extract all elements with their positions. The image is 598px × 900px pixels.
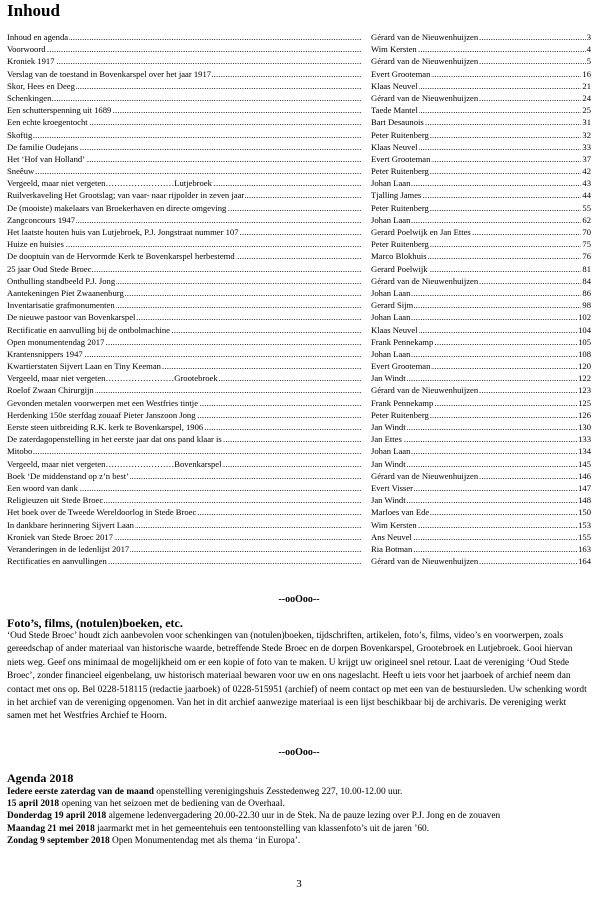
toc-entry-title (7, 324, 362, 336)
toc-entry-title-text: Mitobo (7, 446, 33, 457)
toc-entry-title-text: Het ‘Hof van Holland’ (7, 153, 86, 164)
toc-entry-author (371, 238, 591, 250)
toc-entry-title-text: Onthulling standbeeld P.J. Jong (7, 275, 116, 286)
toc-entry-title-text: Een woord van dank (7, 482, 78, 493)
table-of-contents (7, 31, 591, 567)
toc-entry-author-text: Wim Kersten (371, 519, 417, 530)
toc-entry-author (371, 153, 591, 165)
toc-entry-page: 98 (582, 300, 591, 311)
toc-row (7, 189, 591, 201)
toc-row (7, 482, 591, 494)
toc-row (7, 531, 591, 543)
toc-row (7, 92, 591, 104)
toc-entry-author (371, 80, 591, 92)
toc-entry-author (371, 116, 591, 128)
toc-entry-author-text: Gérard van de Nieuwenhuijzen (371, 92, 479, 103)
toc-entry-title (7, 543, 362, 555)
toc-entry-author-text: Johan Laan (371, 312, 411, 323)
toc-entry-author-text: Peter Ruitenberg (371, 239, 429, 250)
toc-entry-title-text: De nieuwe pastoor van Bovenkarspel (7, 312, 136, 323)
toc-entry-page: 42 (582, 166, 591, 177)
toc-row (7, 299, 591, 311)
toc-row (7, 397, 591, 409)
toc-entry-author (371, 360, 591, 372)
toc-entry-page: 76 (582, 251, 591, 262)
toc-entry-title (7, 506, 362, 518)
toc-entry-page: 24 (582, 92, 591, 103)
toc-entry-title (7, 263, 362, 275)
toc-entry-title-text: Open monumentendag 2017 (7, 336, 105, 347)
toc-entry-title (7, 519, 362, 531)
toc-entry-page: 155 (578, 531, 591, 542)
toc-entry-title-text: Een schutterspenning uit 1689 (7, 105, 112, 116)
toc-row (7, 68, 591, 80)
toc-entry-author (371, 397, 591, 409)
toc-entry-author-text: Gérard van de Nieuwenhuijzen (371, 32, 479, 42)
toc-entry-author-text: Frank Pennekamp (371, 336, 434, 347)
toc-entry-page: 70 (582, 227, 591, 237)
separator-2: --ooOoo-- (278, 747, 320, 758)
toc-row (7, 470, 591, 482)
toc-entry-title (7, 372, 362, 384)
toc-entry-author-text: Jan Windt (371, 422, 406, 432)
toc-entry-title-text: Inventarisatie grafmonumenten (7, 300, 115, 311)
toc-entry-author (371, 555, 591, 567)
toc-entry-title-text: 25 jaar Oud Stede Broec (7, 263, 92, 274)
toc-entry-author-text: Gérard van de Nieuwenhuijzen (371, 56, 479, 67)
toc-entry-author (371, 129, 591, 141)
toc-entry-title-text: Vergeeld, maar niet vergeten……………………Lutjebroek (7, 178, 212, 189)
agenda-item-text: opening van het seizoen met de bediening van de Overhaal. (59, 799, 285, 810)
toc-entry-author (371, 336, 591, 348)
toc-entry-author-text: Peter Ruitenberg (371, 166, 429, 177)
toc-entry-title-text: Sneêuw (7, 166, 35, 177)
toc-entry-author-text: Johan Laan (371, 446, 411, 457)
toc-entry-title (7, 177, 362, 189)
toc-entry-page: 108 (578, 348, 591, 359)
agenda-item-text: algemene ledenvergadering 20.00-22.30 uur in de Stek. Na de pauze lezing over P.J. Jong en de zouaven (106, 811, 501, 822)
toc-entry-title-text: Het boek over de Tweede Wereldoorlog in Stede Broec (7, 507, 197, 518)
agenda-item (7, 823, 591, 835)
toc-entry-title-text: Vergeeld, maar niet vergeten……………………Bovenkarspel (7, 458, 222, 469)
toc-entry-title (7, 275, 362, 287)
toc-entry-title-text: Een echte kroegentocht (7, 117, 88, 128)
toc-entry-title-text: Skoftig (7, 129, 33, 140)
agenda-item (7, 835, 591, 847)
toc-entry-author-text: Klaas Neuvel (371, 80, 418, 91)
toc-entry-author-text: Jan Windt (371, 373, 406, 384)
toc-entry-author (371, 287, 591, 299)
toc-entry-page: 130 (578, 422, 591, 432)
toc-entry-title-text: Voorwoord (7, 44, 46, 55)
toc-entry-title (7, 336, 362, 348)
toc-entry-title-text: Rectificaties en aanvullingen (7, 556, 107, 567)
toc-entry-page: 125 (578, 397, 591, 408)
toc-row (7, 543, 591, 555)
toc-entry-author (371, 409, 591, 421)
toc-entry-author (371, 250, 591, 262)
toc-entry-title-text: Inhoud en agenda (7, 32, 69, 42)
toc-entry-author-text: Gerard Sijm (371, 300, 414, 311)
toc-entry-page: 163 (578, 543, 591, 554)
toc-row (7, 55, 591, 67)
agenda-list (7, 786, 591, 847)
agenda-item (7, 786, 591, 798)
toc-entry-author (371, 531, 591, 543)
toc-row (7, 348, 591, 360)
toc-entry-page: 102 (578, 312, 591, 323)
toc-entry-author-text: Evert Visser (371, 482, 414, 493)
toc-entry-title (7, 92, 362, 104)
toc-row (7, 214, 591, 226)
toc-entry-page: 134 (578, 446, 591, 457)
toc-entry-author (371, 177, 591, 189)
toc-entry-author (371, 68, 591, 80)
toc-entry-page: 133 (578, 434, 591, 445)
toc-entry-author (371, 482, 591, 494)
agenda-item-date: Donderdag 19 april 2018 (7, 811, 107, 822)
toc-row (7, 226, 591, 238)
toc-entry-title-text: De (mooiste) makelaars van Broekerhaven en directe omgeving (7, 202, 227, 213)
toc-entry-author (371, 92, 591, 104)
toc-row (7, 372, 591, 384)
toc-entry-page: 146 (578, 470, 591, 481)
toc-entry-author-text: Taede Mantel (371, 105, 418, 116)
toc-entry-author (371, 384, 591, 396)
toc-entry-author-text: Evert Grooteman (371, 361, 431, 372)
toc-row (7, 263, 591, 275)
toc-row (7, 324, 591, 336)
agenda-item-text: jaarmarkt met in het gemeentehuis een tentoonstelling van klassenfoto’s uit de jaren ’60. (94, 823, 430, 834)
toc-entry-page: 84 (582, 275, 591, 286)
page-number: 3 (296, 878, 302, 890)
toc-entry-page: 55 (582, 202, 591, 213)
toc-row (7, 104, 591, 116)
toc-entry-page: 123 (578, 385, 591, 396)
toc-entry-author-text: Gérard van de Nieuwenhuijzen (371, 470, 479, 481)
toc-entry-page: 43 (582, 178, 591, 189)
toc-entry-page: 25 (582, 105, 591, 116)
agenda-item-date: Iedere eerste zaterdag van de maand (7, 787, 154, 797)
agenda-item-date: 15 april 2018 (7, 799, 60, 810)
toc-entry-title-text: Vergeeld, maar niet vergeten……………………Grootebroek (7, 373, 218, 384)
toc-entry-author (371, 543, 591, 555)
toc-entry-author-text: Marloes van Ede (371, 507, 430, 518)
toc-entry-author-text: Gerard Poelwijk en Jan Ettes (371, 227, 471, 237)
toc-row (7, 177, 591, 189)
toc-entry-title-text: De dooptuin van de Hervormde Kerk te Bovenkarspel herbestemd (7, 251, 235, 262)
toc-entry-title (7, 409, 362, 421)
toc-row (7, 445, 591, 457)
toc-entry-author (371, 189, 591, 201)
toc-entry-author (371, 421, 591, 433)
toc-entry-author-text: Peter Ruitenberg (371, 202, 429, 213)
toc-entry-page: 5 (586, 56, 591, 67)
toc-entry-author-text: Frank Pennekamp (371, 397, 434, 408)
toc-entry-title-text: Skor, Hees en Deeg (7, 80, 75, 91)
toc-entry-author (371, 324, 591, 336)
toc-entry-title (7, 445, 362, 457)
toc-entry-page: 37 (582, 153, 591, 164)
toc-entry-page: 153 (578, 519, 591, 530)
toc-entry-title (7, 360, 362, 372)
toc-entry-author (371, 311, 591, 323)
toc-row (7, 494, 591, 506)
toc-entry-page: 21 (582, 80, 591, 91)
toc-entry-author-text: Johan Laan (371, 178, 411, 189)
toc-entry-title (7, 494, 362, 506)
toc-row (7, 555, 591, 567)
toc-entry-author (371, 458, 591, 470)
toc-entry-title-text: Roelof Zwaan Chirurgijn (7, 385, 94, 396)
agenda-item-text: openstelling verenigingshuis Zesstedenweg 227, 10.00-12.00 uur. (153, 787, 403, 797)
toc-entry-page: 75 (582, 239, 591, 250)
toc-row (7, 80, 591, 92)
toc-entry-author (371, 299, 591, 311)
toc-row (7, 409, 591, 421)
toc-entry-title (7, 43, 362, 55)
toc-entry-page: 81 (582, 263, 591, 274)
toc-entry-title (7, 470, 362, 482)
toc-entry-page: 147 (578, 482, 591, 493)
toc-row (7, 153, 591, 165)
toc-entry-title (7, 55, 362, 67)
toc-row (7, 384, 591, 396)
toc-entry-author (371, 470, 591, 482)
toc-entry-title (7, 153, 362, 165)
toc-entry-title-text: Kroniek van Stede Broec 2017 (7, 531, 113, 542)
toc-entry-page: 3 (586, 32, 591, 42)
toc-entry-author (371, 506, 591, 518)
toc-entry-author (371, 372, 591, 384)
agenda-item-text: Open Monumentendag met als thema ‘in Europa’. (109, 835, 301, 846)
toc-entry-title-text: Kwartierstaten Sijvert Laan en Tiny Keeman (7, 361, 161, 372)
toc-entry-author-text: Peter Ruitenberg (371, 409, 429, 420)
toc-entry-title-text: Boek ‘De middenstand op z’n best’ (7, 470, 129, 481)
toc-entry-page: 150 (578, 507, 591, 518)
toc-entry-title (7, 116, 362, 128)
toc-entry-title (7, 531, 362, 543)
toc-entry-title (7, 141, 362, 153)
toc-row (7, 421, 591, 433)
photos-heading: Foto’s, films, (notulen)boeken, etc. (7, 616, 183, 630)
toc-entry-page: 32 (582, 129, 591, 140)
toc-entry-author (371, 433, 591, 445)
toc-row (7, 360, 591, 372)
toc-entry-page: 122 (578, 373, 591, 384)
toc-entry-title-text: Aantekeningen Piet Zwaanenburg (7, 287, 124, 298)
toc-row (7, 165, 591, 177)
toc-entry-author (371, 202, 591, 214)
toc-entry-title (7, 397, 362, 409)
toc-entry-author-text: Ria Botman (371, 543, 413, 554)
toc-entry-page: 104 (578, 324, 591, 335)
toc-entry-page: 62 (582, 214, 591, 225)
toc-row (7, 31, 591, 43)
page-title: Inhoud (7, 1, 60, 20)
toc-entry-author (371, 445, 591, 457)
agenda-item-date: Zondag 9 september 2018 (7, 835, 110, 846)
toc-row (7, 129, 591, 141)
toc-entry-title (7, 287, 362, 299)
toc-entry-title-text: Gevonden metalen voorwerpen met een Westfries tintje (7, 397, 199, 408)
toc-entry-author-text: Tjalling James (371, 190, 422, 201)
toc-entry-author-text: Klaas Neuvel (371, 141, 418, 152)
photos-text: ‘Oud Stede Broec’ houdt zich aanbevolen voor schenkingen van (notulen)boeken, tijdschriften, artikelen, foto’s, films, video’s en voorwerpen, zoals gereedschap of ander materiaal van historische waarde, betreffende Stede Broec en de dorpen Bovenkarspel, Grootebroek en Lutjebroek. Gooi hiervan niets weg. Geef ons minimaal de mogelijkheid om er een kopie of foto van te maken. U krijgt uw origineel snel retour. Laat de vereniging ‘Oud Stede Broec’, zonder financieel eigenbelang, uw historisch materiaal bewaren voor uw en ons nageslacht. Heeft u iets voor het jaarboek of archief neem dan contact met ons op. Bel 0228-518115 (redactie jaarboek) of 0228-515951 (archief) of neem contact op met een van de bestuursleden. Uw schenking wordt in het archief van de vereniging opgenomen. Van het in dit archief aanwezige materiaal is een lijst beschikbaar bij de archivaris. De vereniging werkt samen met het Westfries Archief te Hoorn. (7, 631, 587, 722)
toc-row (7, 141, 591, 153)
toc-entry-title (7, 214, 362, 226)
agenda-item (7, 798, 591, 810)
toc-entry-page: 164 (578, 556, 591, 567)
toc-entry-author (371, 31, 591, 43)
toc-entry-author-text: Ans Neuvel (371, 531, 412, 542)
toc-entry-title-text: De familie Oudejans (7, 141, 79, 152)
toc-entry-title (7, 299, 362, 311)
toc-row (7, 519, 591, 531)
toc-entry-author-text: Johan Laan (371, 287, 411, 298)
toc-entry-author-text: Jan Windt (371, 458, 406, 469)
toc-row (7, 506, 591, 518)
toc-entry-title (7, 555, 362, 567)
toc-entry-author (371, 141, 591, 153)
toc-entry-title-text: Eerste steen uitbreiding R.K. kerk te Bovenkarspel, 1906 (7, 422, 204, 432)
toc-entry-page: 16 (582, 68, 591, 79)
toc-row (7, 433, 591, 445)
separator: --ooOoo-- (278, 594, 320, 605)
toc-entry-title (7, 458, 362, 470)
toc-entry-author-text: Marco Blokhuis (371, 251, 427, 262)
toc-entry-title-text: Zangconcours 1947 (7, 214, 76, 225)
toc-entry-author-text: Gerard Poelwijk (371, 263, 428, 274)
toc-entry-title (7, 482, 362, 494)
toc-row (7, 202, 591, 214)
toc-entry-author-text: Evert Grooteman (371, 153, 431, 164)
agenda-item-date: Maandag 21 mei 2018 (7, 823, 95, 834)
toc-entry-title-text: Herdenking 150e sterfdag zouaaf Pieter Janszoon Jong (7, 409, 196, 420)
toc-entry-title (7, 202, 362, 214)
toc-row (7, 116, 591, 128)
toc-entry-title-text: Krantensnippers 1947 (7, 348, 83, 359)
toc-row (7, 238, 591, 250)
toc-entry-title (7, 433, 362, 445)
toc-entry-author (371, 214, 591, 226)
toc-entry-title (7, 384, 362, 396)
toc-entry-author (371, 165, 591, 177)
toc-entry-author (371, 226, 591, 238)
toc-entry-title-text: Veranderingen in de ledenlijst 2017 (7, 543, 130, 554)
toc-entry-title (7, 80, 362, 92)
toc-entry-page: 148 (578, 495, 591, 506)
toc-entry-title (7, 31, 362, 43)
toc-entry-author (371, 494, 591, 506)
toc-entry-title-text: Kroniek 1917 (7, 56, 55, 67)
toc-row (7, 311, 591, 323)
toc-entry-title (7, 421, 362, 433)
toc-entry-page: 44 (582, 190, 591, 201)
toc-entry-title (7, 311, 362, 323)
toc-entry-author-text: Jan Ettes (371, 434, 402, 445)
toc-entry-title (7, 250, 362, 262)
toc-entry-page: 120 (578, 361, 591, 372)
toc-entry-page: 126 (578, 409, 591, 420)
toc-row (7, 458, 591, 470)
toc-entry-page: 145 (578, 458, 591, 469)
toc-row (7, 287, 591, 299)
toc-entry-author-text: Gérard van de Nieuwenhuijzen (371, 556, 479, 567)
toc-entry-author (371, 275, 591, 287)
toc-entry-title-text: De zaterdagopenstelling in het eerste jaar dat ons pand klaar is (7, 434, 222, 445)
toc-entry-author (371, 263, 591, 275)
toc-entry-page: 31 (582, 117, 591, 128)
toc-entry-title-text: Huize en huisies (7, 239, 64, 250)
agenda-heading: Agenda 2018 (7, 771, 74, 785)
toc-entry-page: 33 (582, 141, 591, 152)
toc-row (7, 275, 591, 287)
toc-entry-author (371, 104, 591, 116)
toc-entry-author (371, 43, 591, 55)
toc-entry-page: 105 (578, 336, 591, 347)
toc-entry-author-text: Bart Desaunois (371, 117, 424, 128)
toc-entry-page: 4 (586, 44, 591, 55)
toc-entry-title-text: Rectificatie en aanvulling bij de ontbolmachine (7, 324, 170, 335)
toc-entry-title (7, 68, 362, 80)
toc-entry-author-text: Gérard van de Nieuwenhuijzen (371, 385, 479, 396)
toc-entry-author-text: Johan Laan (371, 348, 411, 359)
toc-row (7, 43, 591, 55)
toc-entry-author-text: Jan Windt (371, 495, 406, 506)
toc-entry-author-text: Evert Grooteman (371, 68, 431, 79)
toc-row (7, 250, 591, 262)
toc-entry-title (7, 129, 362, 141)
toc-entry-title-text: Schenkingen (7, 92, 52, 103)
agenda-item (7, 810, 591, 822)
toc-entry-title (7, 238, 362, 250)
toc-entry-author-text: Gérard van de Nieuwenhuijzen (371, 275, 479, 286)
toc-entry-page: 86 (582, 287, 591, 298)
toc-entry-author-text: Klaas Neuvel (371, 324, 418, 335)
toc-entry-title (7, 165, 362, 177)
toc-entry-author-text: Wim Kersten (371, 44, 417, 55)
toc-entry-title-text: Religieuzen uit Stede Broec (7, 495, 104, 506)
toc-entry-title (7, 348, 362, 360)
toc-entry-author-text: Johan Laan (371, 214, 411, 225)
toc-entry-title-text: Het laatste houten huis van Lutjebroek, P.J. Jongstraat nummer 107 (7, 227, 239, 237)
toc-entry-title-text: Verslag van de toestand in Bovenkarspel over het jaar 1917 (7, 68, 212, 79)
toc-entry-title (7, 189, 362, 201)
toc-entry-author-text: Peter Ruitenberg (371, 129, 429, 140)
toc-entry-author (371, 348, 591, 360)
toc-entry-title (7, 104, 362, 116)
toc-row (7, 336, 591, 348)
toc-entry-title-text: Ruilverkaveling Het Grootslag; van vaar- naar rijpolder in zeven jaar (7, 190, 245, 201)
toc-entry-author (371, 55, 591, 67)
toc-entry-title-text: In dankbare herinnering Sijvert Laan (7, 519, 134, 530)
toc-entry-author (371, 519, 591, 531)
toc-entry-title (7, 226, 362, 238)
